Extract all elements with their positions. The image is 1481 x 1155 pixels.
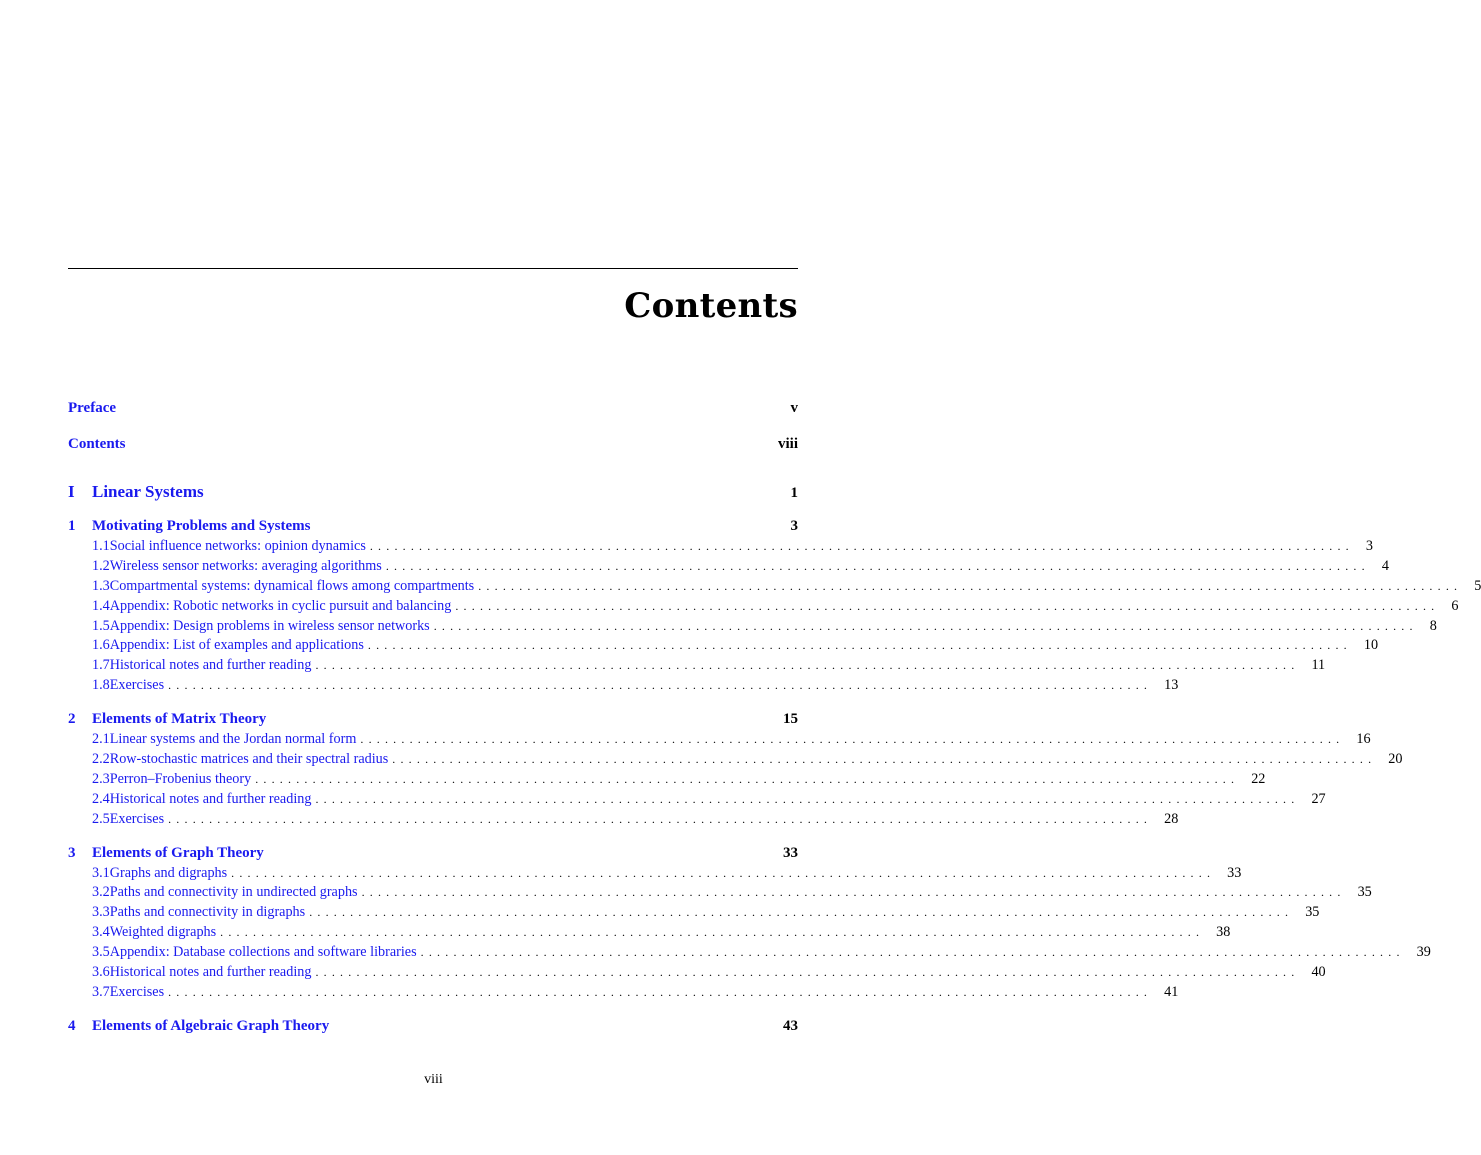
section-label[interactable]: Compartmental systems: dynamical flows among compartments bbox=[109, 577, 475, 594]
section-number[interactable]: 1.1 bbox=[92, 538, 110, 554]
toc-chapter bbox=[68, 711, 1403, 830]
section-page: 38 bbox=[1216, 924, 1231, 941]
section-entry[interactable] bbox=[68, 770, 1266, 791]
dot-leader: ........................................................................................................................ bbox=[385, 558, 1370, 573]
chapter-number[interactable]: 2 bbox=[68, 711, 76, 728]
section-label[interactable]: Perron–Frobenius theory bbox=[109, 770, 252, 787]
section-page: 33 bbox=[1227, 864, 1242, 881]
toc-entry-page: v bbox=[790, 400, 798, 416]
chapter-page: 15 bbox=[783, 711, 798, 728]
section-number[interactable]: 2.2 bbox=[92, 751, 110, 768]
section-label[interactable]: Historical notes and further reading bbox=[109, 790, 312, 807]
section-page: 20 bbox=[1388, 751, 1403, 768]
toc-entry-label[interactable]: Contents bbox=[68, 436, 126, 452]
chapter-list bbox=[68, 518, 1481, 1038]
chapter-heading[interactable] bbox=[68, 845, 798, 865]
section-label[interactable]: Appendix: Design problems in wireless sensor networks bbox=[109, 617, 430, 634]
section-label[interactable]: Wireless sensor networks: averaging algorithms bbox=[109, 557, 382, 574]
section-number[interactable]: 3.4 bbox=[92, 924, 110, 941]
section-label[interactable]: Paths and connectivity in digraphs bbox=[109, 904, 306, 921]
section-page: 16 bbox=[1356, 731, 1371, 748]
section-page: 27 bbox=[1311, 790, 1326, 807]
section-label[interactable]: Appendix: Database collections and software libraries bbox=[109, 944, 417, 961]
dot-leader: ........................................................................................................................ bbox=[369, 539, 1354, 553]
page-title: Contents bbox=[624, 286, 798, 326]
section-number[interactable]: 2.5 bbox=[92, 810, 110, 827]
dot-leader: ........................................................................................................................ bbox=[315, 965, 1300, 980]
section-entry[interactable] bbox=[68, 577, 1481, 598]
section-number[interactable]: 1.2 bbox=[92, 557, 110, 574]
section-number[interactable]: 1.4 bbox=[92, 597, 110, 614]
toc-chapter bbox=[68, 1018, 798, 1038]
chapter-heading[interactable] bbox=[68, 711, 798, 731]
section-number[interactable]: 1.7 bbox=[92, 657, 110, 674]
part-label[interactable]: Linear Systems bbox=[92, 482, 204, 501]
toc-part[interactable] bbox=[68, 482, 798, 504]
dot-leader: ........................................................................................................................ bbox=[367, 638, 1352, 653]
dot-leader: ........................................................................................................................ bbox=[168, 984, 1153, 999]
section-number[interactable]: 2.4 bbox=[92, 790, 110, 807]
section-entry[interactable] bbox=[68, 884, 1372, 904]
section-page: 8 bbox=[1429, 617, 1437, 634]
section-page: 10 bbox=[1363, 637, 1379, 654]
dot-leader: ........................................................................................................................ bbox=[255, 771, 1240, 786]
section-number[interactable]: 1.8 bbox=[92, 677, 110, 694]
dot-leader: ........................................................................................................................ bbox=[433, 618, 1418, 633]
toc-chapter bbox=[68, 518, 1481, 697]
section-page: 5 bbox=[1474, 577, 1481, 594]
chapter-label[interactable]: Motivating Problems and Systems bbox=[92, 518, 311, 534]
dot-leader: ........................................................................................................................ bbox=[361, 885, 1346, 900]
title-rule bbox=[68, 268, 798, 269]
dot-leader: ........................................................................................................................ bbox=[231, 865, 1216, 880]
chapter-number[interactable]: 1 bbox=[68, 518, 76, 534]
section-number[interactable]: 1.6 bbox=[92, 637, 110, 654]
section-entry[interactable] bbox=[68, 617, 1437, 638]
section-number[interactable]: 3.3 bbox=[92, 904, 110, 921]
chapter-label[interactable]: Elements of Algebraic Graph Theory bbox=[92, 1017, 330, 1034]
section-entry[interactable] bbox=[68, 904, 1320, 924]
dot-leader: ........................................................................................................................ bbox=[168, 811, 1153, 826]
part-page: 1 bbox=[790, 485, 798, 501]
section-page: 35 bbox=[1357, 884, 1372, 901]
chapter-number[interactable]: 4 bbox=[68, 1017, 76, 1034]
section-page: 6 bbox=[1451, 597, 1459, 614]
section-number[interactable]: 1.5 bbox=[92, 617, 110, 634]
section-number[interactable]: 3.6 bbox=[92, 964, 110, 981]
section-entry[interactable] bbox=[68, 597, 1459, 618]
dot-leader: ........................................................................................................................ bbox=[455, 598, 1440, 613]
dot-leader: ........................................................................................................................ bbox=[315, 791, 1300, 806]
section-number[interactable]: 3.7 bbox=[92, 983, 110, 1000]
section-entry[interactable] bbox=[68, 677, 1179, 697]
dot-leader: ........................................................................................................................ bbox=[315, 658, 1300, 673]
section-entry[interactable] bbox=[68, 657, 1326, 677]
section-page: 13 bbox=[1164, 677, 1179, 694]
section-entry[interactable] bbox=[68, 557, 1389, 578]
toc-chapter bbox=[68, 844, 1431, 1004]
section-entry[interactable] bbox=[68, 538, 1373, 558]
section-label[interactable]: Exercises bbox=[109, 677, 165, 694]
chapter-label[interactable]: Elements of Matrix Theory bbox=[92, 711, 267, 728]
section-entry[interactable] bbox=[68, 790, 1326, 811]
section-entry[interactable] bbox=[68, 964, 1326, 984]
section-page: 4 bbox=[1381, 557, 1389, 574]
section-page: 40 bbox=[1311, 964, 1326, 981]
section-page: 22 bbox=[1251, 770, 1266, 787]
section-number[interactable]: 2.1 bbox=[92, 731, 110, 748]
section-page: 28 bbox=[1164, 810, 1179, 827]
chapter-page: 33 bbox=[783, 844, 798, 861]
dot-leader: ........................................................................................................................ bbox=[360, 732, 1345, 747]
section-number[interactable]: 2.3 bbox=[92, 770, 110, 787]
section-label[interactable]: Row-stochastic matrices and their spectral radius bbox=[109, 751, 389, 768]
section-number[interactable]: 3.2 bbox=[92, 884, 110, 901]
chapter-heading[interactable] bbox=[68, 1018, 798, 1038]
section-entry[interactable] bbox=[68, 637, 1379, 657]
chapter-heading[interactable] bbox=[68, 518, 798, 538]
section-number[interactable]: 3.1 bbox=[92, 864, 110, 881]
section-page: 41 bbox=[1164, 983, 1179, 1000]
section-entry[interactable] bbox=[68, 864, 1242, 885]
section-entry[interactable] bbox=[68, 751, 1403, 771]
section-number[interactable]: 1.3 bbox=[92, 577, 110, 594]
section-label[interactable]: Exercises bbox=[109, 983, 165, 1000]
section-label[interactable]: Exercises bbox=[109, 810, 165, 827]
section-entry[interactable] bbox=[68, 924, 1231, 944]
dot-leader: ........................................................................................................................ bbox=[220, 925, 1205, 940]
toc-entry-page: viii bbox=[777, 436, 798, 452]
dot-leader: ........................................................................................................................ bbox=[420, 945, 1405, 960]
toc-entry-contents[interactable] bbox=[68, 436, 798, 458]
section-label[interactable]: Linear systems and the Jordan normal form bbox=[109, 731, 357, 748]
section-entry[interactable] bbox=[68, 944, 1431, 964]
toc-entry-label[interactable]: Preface bbox=[68, 400, 117, 416]
section-label[interactable]: Historical notes and further reading bbox=[109, 657, 312, 674]
page-number: viii bbox=[424, 1072, 443, 1087]
chapter-page: 43 bbox=[783, 1017, 798, 1034]
section-entry[interactable] bbox=[68, 983, 1179, 1004]
section-page: 11 bbox=[1311, 657, 1326, 674]
section-label[interactable]: Paths and connectivity in undirected graphs bbox=[109, 884, 358, 901]
toc-entry-preface[interactable] bbox=[68, 400, 798, 422]
dot-leader: ........................................................................................................................ bbox=[392, 752, 1377, 767]
section-entry[interactable] bbox=[68, 810, 1179, 831]
chapter-label[interactable]: Elements of Graph Theory bbox=[92, 844, 264, 861]
section-label[interactable]: Appendix: List of examples and applications bbox=[109, 637, 364, 654]
section-page: 35 bbox=[1305, 904, 1320, 921]
section-label[interactable]: Weighted digraphs bbox=[109, 924, 217, 941]
section-number[interactable]: 3.5 bbox=[92, 944, 110, 961]
section-label[interactable]: Historical notes and further reading bbox=[109, 964, 312, 981]
section-entry[interactable] bbox=[68, 731, 1371, 751]
section-label[interactable]: Graphs and digraphs bbox=[109, 864, 228, 881]
chapter-number[interactable]: 3 bbox=[68, 844, 76, 861]
chapter-page: 3 bbox=[790, 518, 798, 534]
dot-leader: ........................................................................................................................ bbox=[168, 678, 1153, 693]
table-of-contents bbox=[68, 400, 1481, 1038]
dot-leader: ........................................................................................................................ bbox=[309, 905, 1294, 920]
dot-leader: ........................................................................................................................ bbox=[478, 578, 1463, 593]
section-label[interactable]: Social influence networks: opinion dynamics bbox=[109, 538, 366, 554]
section-page: 3 bbox=[1365, 538, 1373, 554]
section-label[interactable]: Appendix: Robotic networks in cyclic pursuit and balancing bbox=[109, 597, 452, 614]
section-page: 39 bbox=[1416, 944, 1431, 961]
part-number[interactable]: I bbox=[68, 482, 75, 501]
